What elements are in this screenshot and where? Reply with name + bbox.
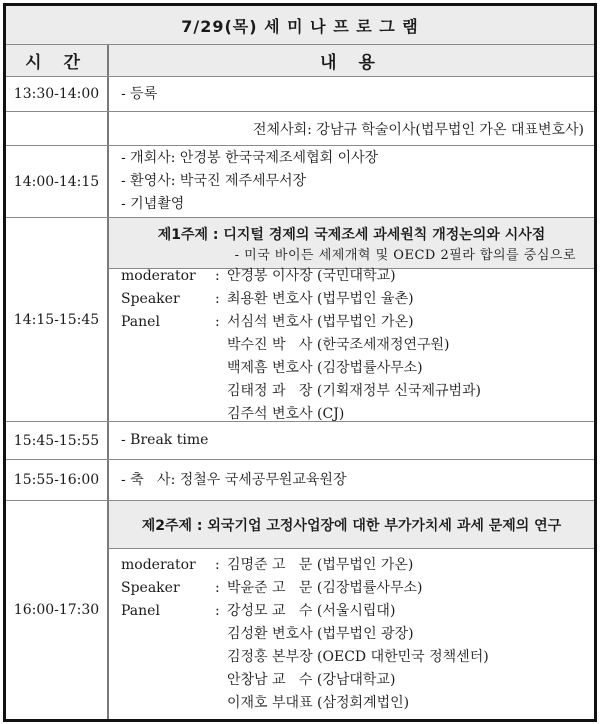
speaker-name: 박수진 박 사 (한국조세재정연구원) — [227, 336, 450, 353]
speaker-line — [109, 265, 594, 288]
speaker-name: 김태정 과 장 (기획재정부 신국제규범과) — [227, 382, 482, 399]
time-cell: 14:15-15:45 — [6, 218, 109, 421]
speaker-line — [109, 692, 594, 715]
speaker-line — [109, 380, 594, 403]
speaker-name: 안창남 교 수 (강남대학교) — [227, 671, 396, 688]
table-row — [6, 77, 594, 112]
speaker-line — [109, 311, 594, 334]
theme-2-title: 제2주제 : 외국기업 고정사업장에 대한 부가가치세 과세 문제의 연구 — [141, 517, 562, 534]
content-cell — [109, 77, 594, 111]
speaker-line — [109, 554, 594, 577]
role-label — [121, 623, 215, 646]
table-row-theme-1 — [6, 218, 594, 422]
time-cell: 15:45-15:55 — [6, 422, 109, 459]
colon — [215, 357, 227, 380]
role-label — [121, 357, 215, 380]
content-line: - 기념촬영 — [121, 196, 185, 212]
speaker-name: 이재호 부대표 (삼정회계법인) — [227, 694, 410, 711]
speaker-line — [109, 334, 594, 357]
role-label: moderator — [121, 556, 196, 573]
colon: : — [215, 602, 220, 619]
speaker-name: 강성모 교 수 (서울시립대) — [227, 602, 396, 619]
time-cell: 13:30-14:00 — [6, 77, 109, 111]
mc-cell: 전체사회: 강남규 학술이사(법무법인 가온 대표변호사) — [253, 121, 584, 138]
header-time: 시 간 — [6, 45, 109, 76]
theme-2-header — [109, 501, 594, 549]
colon: : — [215, 290, 220, 307]
content-line: - 개회사: 안경봉 한국국제조세협회 이사장 — [121, 150, 379, 166]
speaker-name: 김성환 변호사 (법무법인 광장) — [227, 625, 414, 642]
role-label — [121, 646, 215, 669]
role-label — [121, 669, 215, 692]
theme-1-header — [109, 218, 594, 269]
speaker-list — [109, 549, 594, 719]
colon: : — [215, 579, 220, 596]
content-cell — [109, 218, 594, 421]
speaker-line — [109, 623, 594, 646]
speaker-line — [109, 357, 594, 380]
colon — [215, 380, 227, 403]
time-cell: 16:00-17:30 — [6, 501, 109, 719]
content-cell — [109, 460, 594, 500]
speaker-name: 서심석 변호사 (법무법인 가온) — [227, 313, 414, 330]
colon: : — [215, 313, 220, 330]
speaker-list — [109, 269, 594, 421]
role-label: moderator — [121, 267, 196, 284]
speaker-name: 김명준 고 문 (법무법인 가온) — [227, 556, 414, 573]
speaker-name: 김정홍 본부장 (OECD 대한민국 정책센터) — [227, 648, 489, 665]
table-row — [6, 146, 594, 218]
speaker-name: 박윤준 고 문 (김장법률사무소) — [227, 579, 423, 596]
speaker-line — [109, 577, 594, 600]
header-content: 내 용 — [320, 53, 383, 73]
role-label: Speaker — [121, 290, 180, 307]
time-cell — [6, 112, 109, 145]
speaker-name: 최용환 변호사 (법무법인 율촌) — [227, 290, 414, 307]
colon — [215, 669, 227, 692]
speaker-line — [109, 669, 594, 692]
colon — [215, 334, 227, 357]
table-row — [6, 422, 594, 460]
theme-1-subtitle: - 미국 바이든 세제개혁 및 OECD 2필라 합의를 중심으로 — [234, 247, 576, 263]
seminar-program-table — [3, 3, 597, 722]
speaker-name: 백제흠 변호사 (김장법률사무소) — [227, 359, 423, 376]
time-cell: 15:55-16:00 — [6, 460, 109, 500]
table-row — [6, 112, 594, 146]
colon: : — [215, 267, 220, 284]
colon: : — [215, 556, 220, 573]
content-line: - Break time — [121, 432, 209, 448]
role-label — [121, 334, 215, 357]
colon — [215, 646, 227, 669]
role-label — [121, 380, 215, 403]
content-cell — [109, 422, 594, 459]
program-title: 7/29(목) 세 미 나 프 로 그 램 — [6, 6, 594, 45]
theme-1-title: 제1주제 : 디지털 경제의 국제조세 과세원칙 개정논의와 시사점 — [157, 226, 546, 243]
speaker-line — [109, 600, 594, 623]
colon — [215, 623, 227, 646]
table-row — [6, 460, 594, 501]
table-row-theme-2 — [6, 501, 594, 719]
speaker-line — [109, 288, 594, 311]
table-header-row — [6, 45, 594, 77]
content-line: - 축 사: 정철우 국세공무원교육원장 — [121, 471, 347, 488]
role-label — [121, 692, 215, 715]
content-cell — [109, 146, 594, 217]
content-cell — [109, 501, 594, 719]
colon — [215, 692, 227, 715]
content-line: - 환영사: 박국진 제주세무서장 — [121, 173, 307, 189]
speaker-name: 안경봉 이사장 (국민대학교) — [227, 267, 396, 284]
speaker-name: 김주석 변호사 (CJ) — [227, 405, 345, 422]
role-label: Speaker — [121, 579, 180, 596]
role-label: Panel — [121, 313, 160, 330]
content-line: - 등록 — [121, 85, 158, 102]
role-label: Panel — [121, 602, 160, 619]
speaker-line — [109, 646, 594, 669]
time-cell: 14:00-14:15 — [6, 146, 109, 217]
